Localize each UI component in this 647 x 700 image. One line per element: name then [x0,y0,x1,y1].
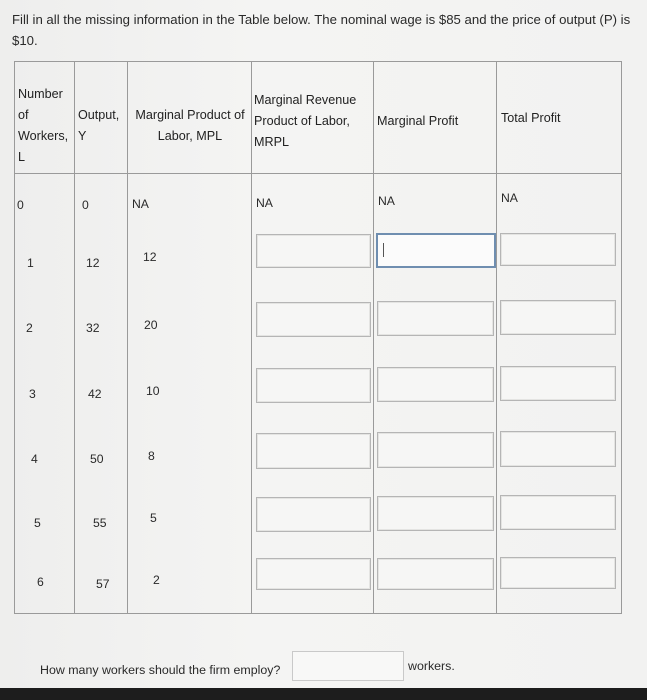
mrpl-input[interactable] [256,497,371,532]
col-divider [496,61,497,614]
marginal-profit-input[interactable] [377,496,494,531]
output-cell: 55 [93,516,107,530]
question-label: How many workers should the firm employ? [40,663,281,677]
mpl-cell: 8 [148,449,155,463]
marginal-profit-input[interactable] [377,558,494,590]
workers-cell: 5 [34,516,41,530]
workers-cell: 0 [17,198,24,212]
header-output: Output, Y [78,108,120,143]
col-divider [251,61,252,614]
marginal-profit-input[interactable] [377,432,494,468]
total-profit-input[interactable] [500,557,616,589]
header-workers: Number of Workers, L [18,87,69,164]
mpl-cell: 5 [150,511,157,525]
mpl-cell: NA [132,197,149,211]
workers-cell: 3 [29,387,36,401]
total-profit-input[interactable] [500,495,616,530]
mpl-cell: 10 [146,384,160,398]
mpl-cell: 12 [143,250,157,264]
workers-cell: 1 [27,256,34,270]
bottom-edge-bar [0,688,647,700]
col-divider [14,61,15,614]
header-mrpl: Marginal Revenue Product of Labor, MRPL [254,93,357,149]
workers-cell: 6 [37,575,44,589]
marginal-profit-input[interactable] [376,233,496,268]
output-cell: 32 [86,321,100,335]
workers-cell: 4 [31,452,38,466]
table-border-right [621,61,622,614]
col-divider [74,61,75,614]
table-border-top [14,61,622,62]
col-divider [373,61,374,614]
total-profit-cell: NA [501,191,518,205]
header-mpl: Marginal Product of Labor, MPL [135,108,245,143]
mrpl-cell: NA [256,196,273,210]
text-cursor [383,243,384,257]
answer-unit-label: workers. [408,659,455,673]
output-cell: 50 [90,452,104,466]
output-cell: 42 [88,387,102,401]
marginal-profit-input[interactable] [377,301,494,336]
mpl-cell: 20 [144,318,158,332]
mrpl-input[interactable] [256,433,371,469]
header-divider [14,173,622,174]
marginal-profit-input[interactable] [377,367,494,402]
total-profit-input[interactable] [500,300,616,335]
table-border-bottom [14,613,622,614]
header-total-profit: Total Profit [501,111,561,125]
output-cell: 0 [82,198,89,212]
output-cell: 12 [86,256,100,270]
col-divider [127,61,128,614]
total-profit-input[interactable] [500,366,616,401]
total-profit-input[interactable] [500,431,616,467]
instructions: Fill in all the missing information in the Table below. The nominal wage is $85 and the price of output (P) is $10. [12,12,631,48]
workers-answer-input[interactable] [292,651,404,681]
output-cell: 57 [96,577,110,591]
mrpl-input[interactable] [256,302,371,337]
total-profit-input[interactable] [500,233,616,266]
mrpl-input[interactable] [256,234,371,268]
mrpl-input[interactable] [256,558,371,590]
workers-cell: 2 [26,321,33,335]
marginal-profit-cell: NA [378,194,395,208]
mpl-cell: 2 [153,573,160,587]
mrpl-input[interactable] [256,368,371,403]
header-marginal-profit: Marginal Profit [377,114,459,128]
